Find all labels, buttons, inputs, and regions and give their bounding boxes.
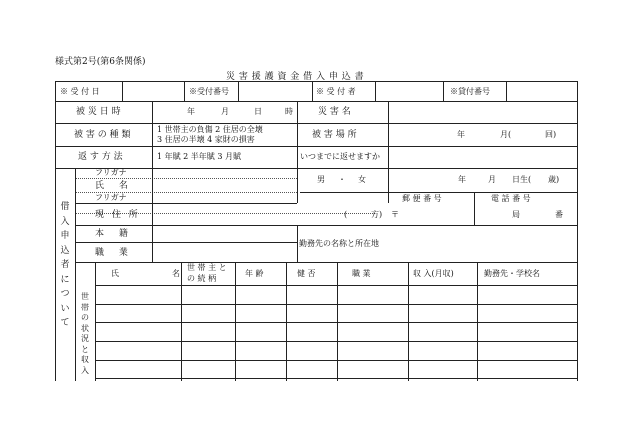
- table-row[interactable]: [96, 305, 576, 321]
- damage-place-label: 被 害 場 所: [312, 130, 357, 140]
- disaster-date-label: 被 災 日 時: [76, 107, 121, 117]
- address-field[interactable]: [153, 204, 387, 224]
- col-line: [312, 81, 313, 101]
- form-title: 災 害 援 護 資 金 借 入 申 込 書: [226, 72, 365, 82]
- col-health: 健 否: [297, 269, 316, 278]
- disaster-hour: 時: [285, 107, 293, 116]
- phone-label: 電 話 番 号: [491, 194, 531, 203]
- birth-year: 年: [458, 175, 466, 184]
- gender-male[interactable]: 男: [317, 175, 325, 184]
- occupation-field[interactable]: [153, 243, 296, 261]
- table-row[interactable]: [96, 342, 576, 359]
- phone-ban: 番: [555, 210, 563, 219]
- row-line: [75, 262, 577, 263]
- col-occupation: 職 業: [352, 269, 371, 278]
- damage-place-month: 月(: [500, 130, 512, 139]
- applicant-name-label: 氏 名: [95, 181, 128, 191]
- birth-age: 歳): [548, 175, 560, 184]
- workplace-field[interactable]: [389, 226, 576, 261]
- col-name2: 名: [172, 269, 180, 278]
- phone-kyoku: 局: [512, 210, 520, 219]
- postal-mark: 〒: [391, 210, 399, 219]
- damage-place-year: 年: [457, 130, 465, 139]
- col-line: [75, 168, 76, 381]
- furigana-label: フリガナ: [95, 168, 127, 177]
- damage-types-line1[interactable]: 1 世帯主の負傷 2 住居の全壊: [157, 125, 263, 134]
- gender-dot: ・: [338, 175, 346, 184]
- disaster-date-field[interactable]: [153, 102, 296, 122]
- birthdate-field[interactable]: [389, 169, 576, 191]
- repayment-methods[interactable]: 1 年賦 2 半年賦 3 月賦: [157, 152, 241, 161]
- disaster-name-label: 災 害 名: [318, 107, 351, 117]
- workplace-label: 勤務先の名称と所在地: [299, 239, 379, 248]
- address-label: 現 住 所: [95, 210, 138, 220]
- applicant-side-label: 借入申込者について: [60, 202, 70, 328]
- col-age: 年 齢: [245, 269, 264, 278]
- damage-place-field[interactable]: [389, 124, 576, 145]
- col-line: [297, 168, 298, 203]
- address-paren-close: 方): [371, 210, 383, 219]
- damage-types-line2[interactable]: 3 住居の半壊 4 家財の損害: [157, 135, 255, 144]
- col-line: [297, 101, 298, 168]
- damage-type-label: 被 害 の 種 類: [74, 130, 131, 140]
- disaster-name-field[interactable]: [389, 102, 576, 122]
- col-line: [443, 81, 444, 101]
- col-income: 収 入(月収): [413, 269, 454, 278]
- uketsuke-person-field[interactable]: [376, 82, 442, 100]
- col-name: 氏: [111, 269, 119, 278]
- disaster-month: 月: [221, 107, 229, 116]
- kashitsuke-number-field[interactable]: [507, 82, 576, 100]
- border-right: [577, 81, 578, 381]
- postal-field[interactable]: [400, 204, 473, 224]
- table-row-line: [95, 378, 577, 379]
- honseki-label: 本 籍: [95, 229, 128, 239]
- phone-field[interactable]: [475, 204, 576, 224]
- disaster-day: 日: [254, 107, 262, 116]
- kashitsuke-number-label: ※貸付番号: [450, 87, 490, 96]
- furigana2-label: フリガナ: [95, 193, 127, 202]
- border-left: [55, 81, 56, 381]
- address-paren-open: (: [344, 210, 348, 219]
- col-school: 勤務先・学校名: [484, 269, 540, 278]
- disaster-year: 年: [187, 107, 195, 116]
- applicant-name-field[interactable]: [153, 179, 296, 192]
- gender-female[interactable]: 女: [358, 175, 366, 184]
- uketsuke-number-field[interactable]: [239, 82, 311, 100]
- uketsuke-number-label: ※受付番号: [189, 87, 229, 96]
- uketsuke-person-label: ※ 受 付 者: [316, 87, 356, 96]
- occupation-label: 職 業: [95, 248, 128, 258]
- repayment-when-label: いつまでに返せますか: [300, 152, 380, 161]
- col-line: [184, 81, 185, 101]
- table-row[interactable]: [96, 323, 576, 340]
- table-row[interactable]: [96, 361, 576, 377]
- uketsuke-date-field[interactable]: [123, 82, 183, 100]
- col-line: [297, 225, 298, 262]
- form-number: 様式第2号(第6条関係): [55, 57, 146, 67]
- repayment-when-field[interactable]: [389, 147, 576, 167]
- damage-place-times: 回): [545, 130, 557, 139]
- honseki-field[interactable]: [153, 226, 296, 241]
- col-relation-line1: 世 帯 主 と: [187, 263, 227, 272]
- furigana-field[interactable]: [153, 169, 296, 178]
- col-relation-line2: の 続 柄: [187, 274, 217, 283]
- row-line: [300, 192, 577, 193]
- birth-month: 月: [488, 175, 496, 184]
- household-side-label: 世帯の状況と収入: [81, 292, 89, 375]
- table-row[interactable]: [96, 286, 576, 303]
- postal-label: 郵 便 番 号: [402, 194, 442, 203]
- repayment-method-label: 返 す 方 法: [78, 152, 123, 162]
- birth-day: 日生(: [512, 175, 532, 184]
- uketsuke-date-label: ※ 受 付 日: [60, 87, 100, 96]
